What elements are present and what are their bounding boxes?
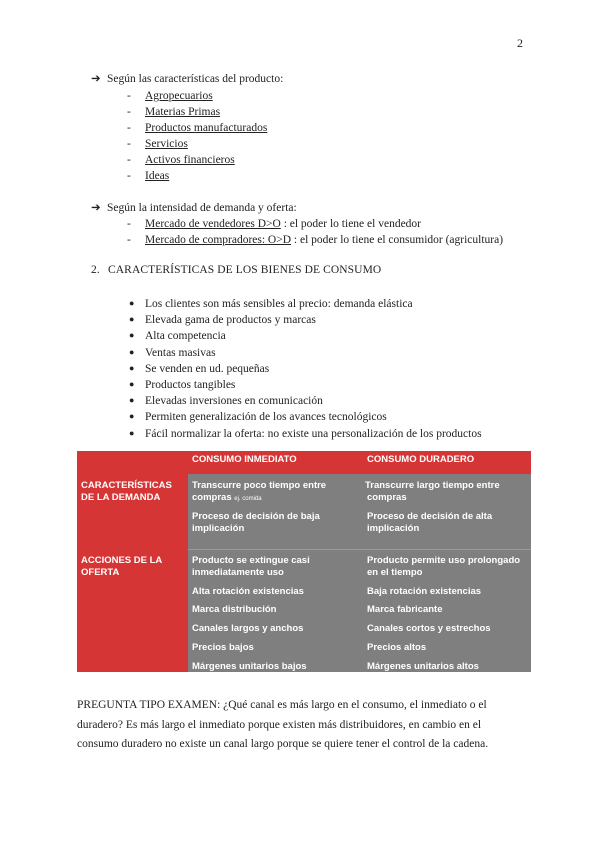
list-item: - Servicios <box>127 138 188 150</box>
offer-immediate-item: Canales largos y anchos <box>192 623 304 634</box>
offer-durable-first-line1: Producto permite uso prolongado <box>367 555 521 566</box>
column-header-immediate: CONSUMO INMEDIATO <box>192 454 297 465</box>
row-label-demand-line2: DE LA DEMANDA <box>81 492 161 503</box>
offer-immediate-item: Marca distribución <box>192 604 277 615</box>
exam-line: duradero? Es más largo el inmediato porque existen más distribuidores, en cambio en el <box>77 718 482 731</box>
demand-immediate-line1: Transcurre poco tiempo entre <box>192 480 327 491</box>
table-divider <box>188 549 531 550</box>
arrow-icon: ➔ <box>91 202 101 214</box>
demand-durable-line2: compras <box>367 492 407 503</box>
comparison-table <box>77 451 531 672</box>
consumer-bullets <box>129 295 482 441</box>
offer-durable-first-line2: en el tiempo <box>367 567 423 578</box>
list-item: ● Fácil normalizar la oferta: no existe una personalización de los productos <box>129 425 482 441</box>
handwritten-note: ej. comida <box>234 496 262 502</box>
list-item: ● Productos tangibles <box>129 376 482 392</box>
bullet-icon: ● <box>129 298 135 308</box>
list-item: - Materias Primas <box>127 106 221 118</box>
offer-immediate-first-line2: inmediatamente uso <box>192 567 284 578</box>
offer-immediate-item: Precios bajos <box>192 642 254 653</box>
product-heading: ➔ Según las características del producto: <box>91 73 284 85</box>
offer-durable-item: Marca fabricante <box>367 604 443 615</box>
demand-immediate-decision-line1: Proceso de decisión de baja <box>192 511 320 522</box>
row-label-offer-line2: OFERTA <box>81 567 120 578</box>
row-label-demand-line1: CARACTERÍSTICAS <box>81 480 172 491</box>
list-item: ● Se venden en ud. pequeñas <box>129 360 482 376</box>
list-item: ● Elevadas inversiones en comunicación <box>129 392 482 408</box>
offer-immediate-item: Márgenes unitarios bajos <box>192 661 307 672</box>
offer-immediate-first-line1: Producto se extingue casi <box>192 555 310 566</box>
offer-durable-item: Precios altos <box>367 642 427 653</box>
offer-durable-item: Canales cortos y estrechos <box>367 623 491 634</box>
bullet-icon: ● <box>129 362 135 373</box>
list-item: ● Alta competencia <box>129 327 482 343</box>
list-item: ● Ventas masivas <box>129 344 482 360</box>
section-title: 2. CARACTERÍSTICAS DE LOS BIENES DE CONSUMO <box>91 264 382 276</box>
list-item: ● Permiten generalización de los avances tecnológicos <box>129 408 482 424</box>
bullet-icon: ● <box>129 427 135 438</box>
offer-durable-item: Baja rotación existencias <box>367 586 482 597</box>
list-item: - Productos manufacturados <box>127 122 268 134</box>
bullet-icon: ● <box>129 395 135 406</box>
row-label-offer-line1: ACCIONES DE LA <box>81 555 163 566</box>
demand-immediate-line2: compras ej. comida <box>192 492 262 503</box>
exam-line: consumo duradero no existe un canal largo porque se quiere tener el control de la cadena. <box>77 738 489 750</box>
page-number: 2 <box>517 36 523 50</box>
offer-immediate-item: Alta rotación existencias <box>192 586 304 597</box>
arrow-icon: ➔ <box>91 73 101 85</box>
bullet-icon: ● <box>129 346 135 357</box>
demand-durable-decision-line2: implicación <box>367 523 420 534</box>
demand-durable-line1: Transcurre largo tiempo entre <box>365 480 500 491</box>
exam-question <box>77 696 537 755</box>
offer-durable-item: Márgenes unitarios altos <box>367 661 479 672</box>
demand-heading: ➔ Según la intensidad de demanda y oferta: <box>91 202 297 214</box>
product-list <box>127 88 267 184</box>
exam-line: PREGUNTA TIPO EXAMEN: ¿Qué canal es más largo en el consumo, el inmediato o el <box>77 699 487 711</box>
list-item: - Agropecuarios <box>127 90 213 102</box>
bullet-icon: ● <box>129 314 135 325</box>
list-item: - Mercado de compradores: O>D : el poder lo tiene el consumidor (agricultura) <box>127 234 504 246</box>
list-item: ● Los clientes son más sensibles al precio: demanda elástica <box>129 295 482 311</box>
list-item: - Activos financieros <box>127 154 235 166</box>
demand-durable-decision-line1: Proceso de decisión de alta <box>367 511 493 522</box>
list-item: - Ideas <box>127 170 170 182</box>
column-header-durable: CONSUMO DURADERO <box>367 454 475 465</box>
demand-immediate-decision-line2: implicación <box>192 523 245 534</box>
list-item: - Mercado de vendedores D>O : el poder lo tiene el vendedor <box>127 218 421 230</box>
bullet-icon: ● <box>129 330 135 341</box>
demand-list <box>127 216 503 248</box>
bullet-icon: ● <box>129 378 135 389</box>
list-item: ● Elevada gama de productos y marcas <box>129 311 482 327</box>
bullet-icon: ● <box>129 411 135 422</box>
